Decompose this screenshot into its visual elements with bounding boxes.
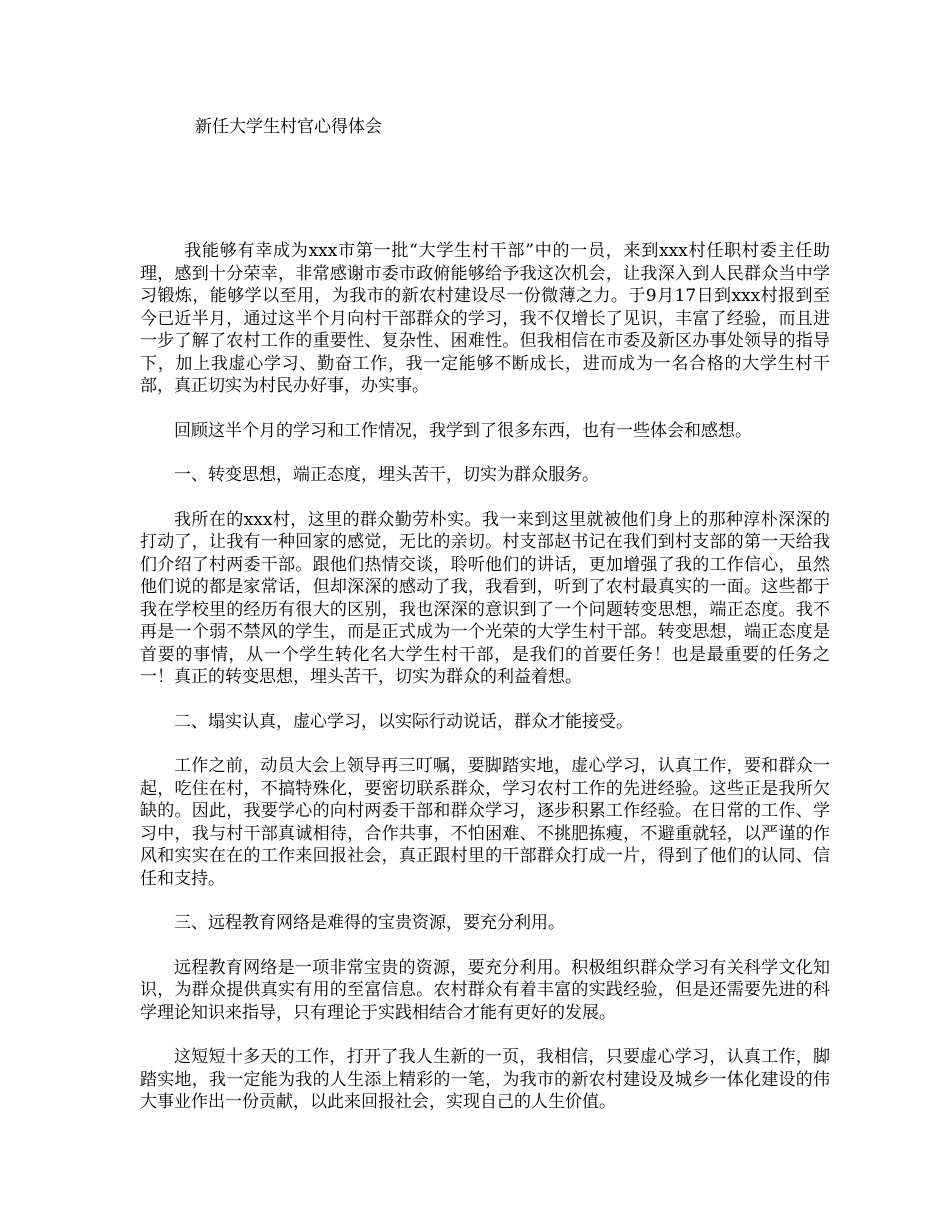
paragraph-intro: 我能够有幸成为xxx市第一批“大学生村干部”中的一员，来到xxx村任职村委主任助理，感到十分荣幸，非常感谢市委市政俯能够给予我这次机会，让我深入到人民群众当中学习锻炼，能够学以至用，为我市的新农村建设尽一份微薄之力。于9月17日到xxx村报到至今已近半月，通过这半个月向村干部群众的学习，我不仅增长了见识，丰富了经验，而且进一步了解了农村工作的重要性、复杂性、困难性。但我相信在市委及新区办事处领导的指导下，加上我虚心学习、勤奋工作，我一定能够不断成长，进而成为一名合格的大学生村干部，真正切实为村民办好事，办实事。 [140,241,830,396]
paragraph-section-1: 我所在的xxx村，这里的群众勤劳朴实。我一来到这里就被他们身上的那种淳朴深深的打动了，让我有一种回家的感觉，无比的亲切。村支部赵书记在我们到村支部的第一天给我们介绍了村两委干部。跟他们热情交谈，聆听他们的讲话，更加增强了我的工作信心，虽然他们说的都是家常话，但却深深的感动了我，我看到，听到了农村最真实的一面。这些都于我在学校里的经历有很大的区别，我也深深的意识到了一个问题转变思想，端正态度。我不再是一个弱不禁风的学生，而是正式成为一个光荣的大学生村干部。转变思想，端正态度是首要的事情，从一个学生转化名大学生村干部，是我们的首要任务！也是最重要的任务之一！真正的转变思想，埋头苦干，切实为群众的利益着想。 [140,509,830,687]
document-body [140,240,830,1136]
paragraph-review: 回顾这半个月的学习和工作情况，我学到了很多东西，也有一些体会和感想。 [174,420,752,441]
document-title: 新任大学生村官心得体会 [195,117,382,137]
section-heading-3: 三、远程教育网络是难得的宝贵资源，要充分利用。 [174,913,565,933]
section-heading-2: 二、塌实认真，虚心学习，以实际行动说话，群众才能接受。 [174,711,633,732]
paragraph-section-3: 远程教育网络是一项非常宝贵的资源，要充分利用。积极组织群众学习有关科学文化知识，为群众提供真实有用的至富信息。农村群众有着丰富的实践经验，但是还需要先进的科学理论知识来指导，只有理论于实践相结合才能有更好的发展。 [140,957,830,1023]
paragraph-section-2: 工作之前，动员大会上领导再三叮嘱，要脚踏实地，虚心学习，认真工作，要和群众一起，吃住在村，不搞特殊化，要密切联系群众，学习农村工作的先进经验。这些正是我所欠缺的。因此，我要学心的向村两委干部和群众学习，逐步积累工作经验。在日常的工作、学习中，我与村干部真诚相待，合作共事，不怕困难、不挑肥拣瘦，不避重就轻，以严谨的作风和实实在在的工作来回报社会，真正跟村里的干部群众打成一片，得到了他们的认同、信任和支持。 [140,756,830,889]
paragraph-conclusion: 这短短十多天的工作，打开了我人生新的一页，我相信，只要虚心学习，认真工作，脚踏实地，我一定能为我的人生添上精彩的一笔，为我市的新农村建设及城乡一体化建设的伟大事业作出一份贡献，以此来回报社会，实现自己的人生价值。 [140,1047,830,1112]
section-heading-1: 一、转变思想，端正态度，埋头苦干，切实为群众服务。 [174,465,599,485]
